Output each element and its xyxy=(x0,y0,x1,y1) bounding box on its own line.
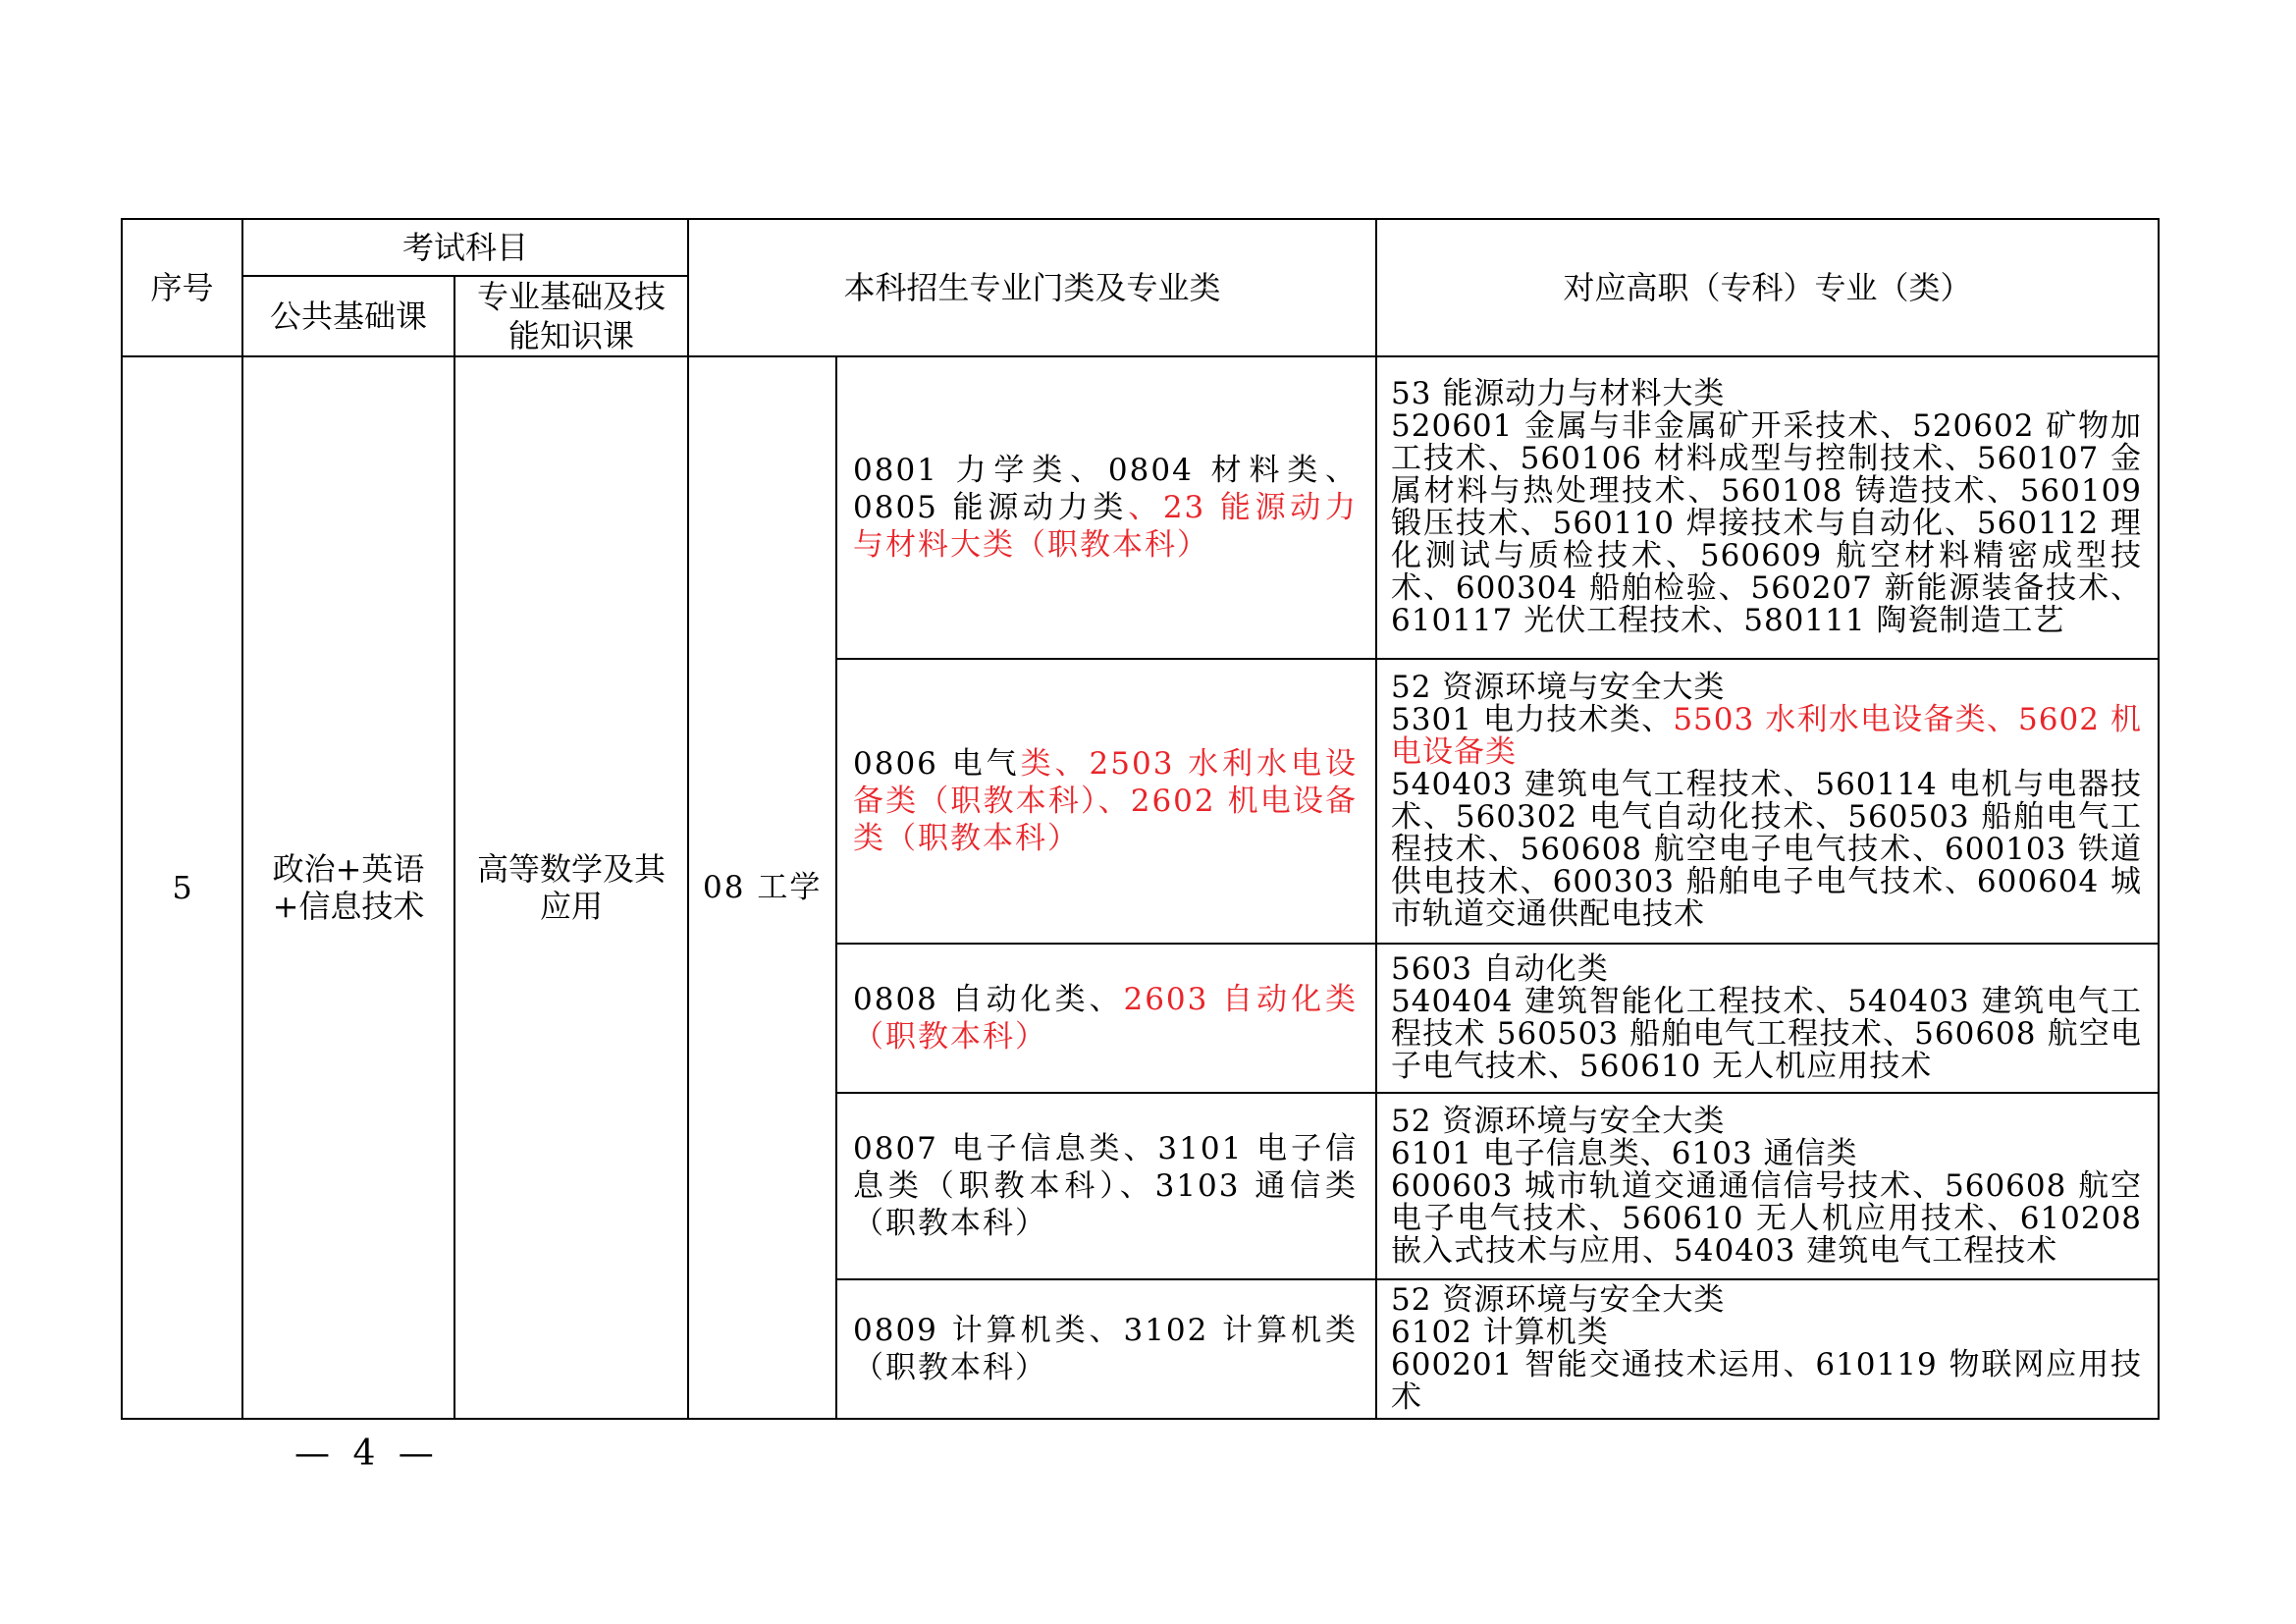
vocational-major-cell xyxy=(1376,356,2159,659)
header-exam-subjects: 考试科目 xyxy=(242,219,688,276)
vocational-major-text: 6101 电子信息类、6103 通信类 xyxy=(1391,1135,1858,1171)
row-seq: 5 xyxy=(122,356,242,1419)
vocational-major-text: 5603 自动化类 xyxy=(1391,951,1609,987)
category-cell: 08 工学 xyxy=(688,356,836,1419)
undergrad-major-text: 0807 电子信息类、3101 电子信息类（职教本科）、3103 通信类（职教本科） xyxy=(853,1131,1359,1241)
undergrad-major-cell xyxy=(836,356,1376,659)
vocational-major-cell xyxy=(1376,659,2159,944)
undergrad-major-cell xyxy=(836,944,1376,1093)
vocational-major-text: 6102 计算机类 xyxy=(1391,1315,1609,1350)
undergrad-major-cell xyxy=(836,659,1376,944)
vocational-major-text: 600201 智能交通技术运用、610119 物联网应用技术 xyxy=(1391,1347,2143,1415)
page-number: — 4 — xyxy=(294,1434,440,1474)
header-undergrad-major: 本科招生专业门类及专业类 xyxy=(688,219,1376,356)
vocational-major-cell xyxy=(1376,1279,2159,1419)
vocational-major-text: 5301 电力技术类、 xyxy=(1391,702,1674,737)
vocational-major-text: 52 资源环境与安全大类 xyxy=(1391,1282,1726,1318)
public-course-cell: 政治+英语+信息技术 xyxy=(242,356,454,1419)
undergrad-major-text: 类、2503 水利水电设备类（职教本科）、2602 机电设备类（职教本科） xyxy=(853,746,1359,856)
undergrad-major-text: 0808 自动化类、 xyxy=(853,982,1124,1017)
header-seq: 序号 xyxy=(122,219,242,356)
undergrad-major-cell xyxy=(836,1279,1376,1419)
professional-course-cell: 高等数学及其应用 xyxy=(454,356,688,1419)
vocational-major-text: 52 资源环境与安全大类 xyxy=(1391,670,1726,705)
header-professional-course: 专业基础及技能知识课 xyxy=(454,276,688,356)
vocational-major-text: 600603 城市轨道交通通信信号技术、560608 航空电子电气技术、560610 无人机应用技术、610208 嵌入式技术与应用、540403 建筑电气工程技术 xyxy=(1391,1167,2143,1269)
undergrad-major-cell xyxy=(836,1093,1376,1279)
vocational-major-text: 53 能源动力与材料大类 xyxy=(1391,376,1726,411)
vocational-major-cell xyxy=(1376,944,2159,1093)
vocational-major-text: 520601 金属与非金属矿开采技术、520602 矿物加工技术、560106 材料成型与控制技术、560107 金属材料与热处理技术、560108 铸造技术、560109 锻压技术、560110 焊接技术与自动化、560112 理化测试与质检技术、560609 航空材料精密成型技术、600304 船舶检验、560207 新能源装备技术、610117 光伏工程技术、580111 陶瓷制造工艺 xyxy=(1391,408,2143,638)
header-vocational-major: 对应高职（专科）专业（类） xyxy=(1376,219,2159,356)
undergrad-major-text: 0801 力学类、0804 材料类、0805 能源动力类 xyxy=(853,453,1359,525)
vocational-major-text: 540404 建筑智能化工程技术、540403 建筑电气工程技术 560503 船舶电气工程技术、560608 航空电子电气技术、560610 无人机应用技术 xyxy=(1391,984,2143,1084)
undergrad-major-text: 2603 自动化类（职教本科） xyxy=(853,982,1359,1055)
header-public-course: 公共基础课 xyxy=(242,276,454,356)
admission-table xyxy=(121,218,2160,1420)
undergrad-major-text: 0806 电气 xyxy=(853,746,1021,782)
undergrad-major-text: 、23 能源动力与材料大类（职教本科） xyxy=(853,490,1359,563)
vocational-major-text: 5503 水利水电设备类、5602 机电设备类 xyxy=(1391,702,2143,770)
vocational-major-text: 52 资源环境与安全大类 xyxy=(1391,1103,1726,1139)
undergrad-major-text: 0809 计算机类、3102 计算机类（职教本科） xyxy=(853,1313,1359,1385)
vocational-major-text: 540403 建筑电气工程技术、560114 电机与电器技术、560302 电气自动化技术、560503 船舶电气工程技术、560608 航空电子电气技术、600103 铁道供电技术、600303 船舶电子电气技术、600604 城市轨道交通供配电技术 xyxy=(1391,767,2143,932)
vocational-major-cell xyxy=(1376,1093,2159,1279)
